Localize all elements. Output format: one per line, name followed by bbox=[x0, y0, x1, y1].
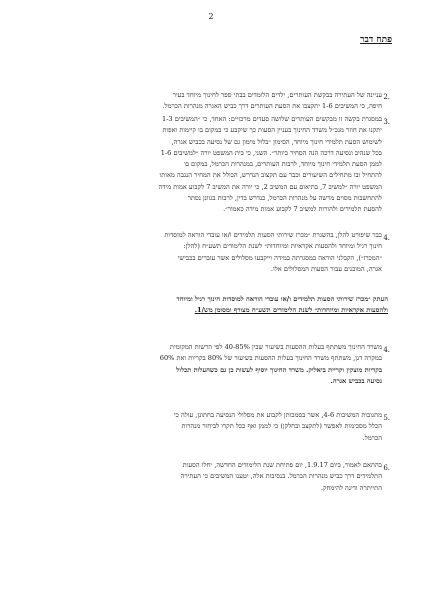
note-line: ולהסעות אקראיות ומיוחדות״ לשנת הלימודים תשע״ח מצורף ומסומן מש/1. bbox=[194, 306, 388, 315]
paragraph-line: המשפט יורה ״למשיב 7, בתיאום עם המשיב 2, כי יורה את המשיב 7 לקבוע אמות מידה bbox=[158, 182, 382, 191]
paragraph-line: התלמידים דרך כביש מנהרות הכרמל. בנסיבות אלה, יטענו המשיבים כי העתירה bbox=[180, 472, 382, 481]
paragraph-line: מתגובות המשיבות 4-6, אשר בסמכותן לקבוע את מסלולי הנסיעה בחתונן, עולה כי bbox=[173, 411, 382, 419]
item-number: 3. bbox=[383, 118, 390, 126]
exhibit-note bbox=[43, 294, 388, 317]
item-number: 4. bbox=[383, 346, 390, 354]
paragraph-line: במקרה דנן, משתתף משרד החינוך בעלות ההסעות בשיעור של 80% בקריות ואת 60% bbox=[159, 354, 382, 363]
paragraph-line: להתחשבות מסוים מרשה על מנהרות הכרמל, כנדרש בדין, לרבות בגוונן נסתר bbox=[187, 194, 382, 203]
paragraph-line: לממן הסעת תלמידי חינוך מיוחד, לרבות העותרים, במנהרות הכרמל, במקום בו bbox=[184, 160, 382, 169]
paragraph-5 bbox=[47, 410, 382, 444]
paragraph-3 bbox=[47, 114, 382, 216]
paragraph-4b bbox=[47, 342, 382, 387]
item-number: 6. bbox=[383, 464, 390, 472]
item-number: 5. bbox=[383, 414, 390, 422]
paragraph-6 bbox=[47, 460, 382, 494]
paragraph-line: בקריות מוצקין וקריית ביאליק. משרד החינוך יוסיף לעשות כן גם כשהעלות תכלול bbox=[176, 365, 382, 374]
paragraph-line: להסעת תלמידים ולהורות למשיב 7 לקבוע אמות מידה כאמור״. bbox=[223, 205, 382, 214]
paragraph-line: כבר שיפורט להלן, בהשגרת ״מכרז שירותי הסעות תלמידים ו/או עובדי הוראה למוסדות bbox=[164, 231, 382, 239]
paragraph-line: נסיעה בכביש אגרה. bbox=[330, 376, 382, 385]
paragraph-line: אגרה, המובנים עבור הסעות המסלולים אלו. bbox=[270, 264, 382, 273]
page-number: 2 bbox=[208, 12, 214, 21]
paragraph-line: ככל שנהיב ונסיעה דרכה הנה הסחיר ביותר״. השני, כי בית המשפט יורה ״למשיבים 1-6 bbox=[160, 148, 382, 157]
paragraph-line: ״המכרז״), הקבלני הוראה במסגרתה במידה וייקבעו מסלולים אשר עוברים בכבישי bbox=[177, 253, 382, 262]
paragraph-line: בהתאם לאמור, ביום 1.9.17, יום פתיחת שנת הלימודים החדשה, יחלו הסעות bbox=[182, 461, 382, 469]
paragraph-line: חיפה, כי המשיבים 1-6 יתקצבו את הסעת העותרים דרך כביש האגרה מנהרות הכרמל. bbox=[162, 102, 382, 111]
paragraph-line: חינוך רגיל ומיוחד ולהסעות אקראיות ומיוחדות״ לשנת הלימודים תשע״ח (להלן: bbox=[183, 242, 382, 251]
paragraph-line: יתקנו את חוזר מנכ״ל משרד החינוך בעניין הסעות כך שיקבע כי במקום בו קיימות ואפות bbox=[162, 126, 382, 135]
paragraph-line: משרד החינוך משתתף בעלות ההסעות בשיעור שבין 40-85% לפי הרשות המקומית bbox=[170, 343, 382, 351]
paragraph-line: עניינה של העתירה בבקשת העותרים, ילדים הלומדים בבתי ספר לחינוך מיוחד בעיר bbox=[172, 91, 382, 99]
paragraph-4 bbox=[47, 230, 382, 275]
paragraph-line: הכרמל. bbox=[362, 433, 382, 442]
paragraph-line: לשימוש הסעת תלמידי חינוך מיוחד, הסימון ״בלול מימון גם של נסיעה בכביש אגרה, bbox=[171, 137, 382, 146]
item-number: 2. bbox=[383, 93, 390, 101]
paragraph-line: התייתרה ודינה להימחק. bbox=[320, 483, 382, 492]
section-heading: פתח דבר bbox=[360, 35, 392, 45]
paragraph-line: להתחיל ובו מתחילים השיעורים וכבר עם תקצוב הנדרש, הכולל את המחיר הנגבה מאותו bbox=[159, 171, 382, 180]
item-number: 4. bbox=[383, 234, 390, 242]
paragraph-line: במסגרת בקשה זו מבקשים העותרים שלושה סעדים מרכזיים: האחד, כי ״המשיבים 1-3 bbox=[162, 115, 382, 123]
paragraph-line: הכלל מסכימות לאפשר (לתקצב ובחלקן) כי לממן ואף ככל תקרו לביחור מנהרות bbox=[181, 422, 382, 431]
paragraph-2 bbox=[47, 90, 382, 113]
note-line: העתק ״מכרז שירותי הסעות תלמידים ו/או עובדי הוראה למוסדות חינוך רגיל ומיוחד bbox=[176, 295, 388, 303]
